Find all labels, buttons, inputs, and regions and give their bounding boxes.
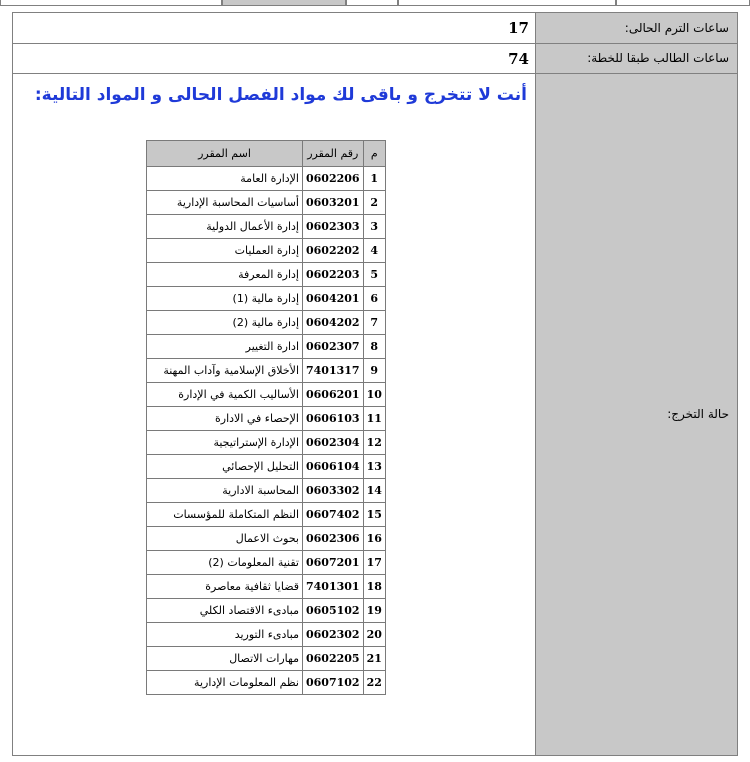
course-code: 0603302: [303, 479, 364, 503]
course-code: 0606104: [303, 455, 364, 479]
table-row: [147, 431, 386, 455]
courses-header-row: [147, 141, 386, 167]
table-row: [147, 551, 386, 575]
course-index: 9: [363, 359, 385, 383]
course-index: 7: [363, 311, 385, 335]
course-code: 0606201: [303, 383, 364, 407]
course-code: 0603201: [303, 191, 364, 215]
current-term-hours-value: 17: [508, 19, 529, 37]
course-index: 6: [363, 287, 385, 311]
table-row: [147, 455, 386, 479]
table-row: [147, 647, 386, 671]
table-row: [147, 335, 386, 359]
course-name: تقنية المعلومات (2): [147, 551, 303, 575]
course-name: الإدارة العامة: [147, 167, 303, 191]
course-index: 17: [363, 551, 385, 575]
header-course-name: اسم المقرر: [147, 141, 303, 167]
course-name: الإدارة الإستراتيجية: [147, 431, 303, 455]
course-index: 19: [363, 599, 385, 623]
table-row: [147, 311, 386, 335]
table-row: [147, 599, 386, 623]
course-name: إدارة مالية (2): [147, 311, 303, 335]
graduation-message: أنت لا تتخرج و باقى لك مواد الفصل الحالى و المواد التالية:: [34, 85, 527, 105]
course-index: 8: [363, 335, 385, 359]
table-row: [147, 287, 386, 311]
course-name: التحليل الإحصائي: [147, 455, 303, 479]
previous-table-cell: [616, 0, 750, 6]
table-row: [147, 215, 386, 239]
course-code: 0607102: [303, 671, 364, 695]
course-code: 7401301: [303, 575, 364, 599]
course-name: إدارة الأعمال الدولية: [147, 215, 303, 239]
course-code: 0602303: [303, 215, 364, 239]
table-row: [147, 407, 386, 431]
course-name: قضايا ثقافية معاصرة: [147, 575, 303, 599]
current-term-hours-cell: [13, 13, 535, 43]
table-row: [147, 383, 386, 407]
course-name: الأساليب الكمية في الإدارة: [147, 383, 303, 407]
course-index: 5: [363, 263, 385, 287]
table-row: [147, 359, 386, 383]
course-name: النظم المتكاملة للمؤسسات: [147, 503, 303, 527]
course-index: 16: [363, 527, 385, 551]
course-index: 2: [363, 191, 385, 215]
table-row: [147, 623, 386, 647]
header-course-code: رقم المقرر: [303, 141, 364, 167]
table-row: [147, 167, 386, 191]
course-name: مبادىء الاقتصاد الكلي: [147, 599, 303, 623]
course-index: 12: [363, 431, 385, 455]
course-name: بحوث الاعمال: [147, 527, 303, 551]
course-index: 10: [363, 383, 385, 407]
table-row: [147, 479, 386, 503]
course-code: 0602203: [303, 263, 364, 287]
plan-hours-label: ساعات الطالب طبقا للخطة:: [535, 44, 737, 73]
course-name: مبادىء التوريد: [147, 623, 303, 647]
course-code: 0604201: [303, 287, 364, 311]
course-name: الإحصاء في الادارة: [147, 407, 303, 431]
course-index: 11: [363, 407, 385, 431]
course-name: أساسيات المحاسبة الإدارية: [147, 191, 303, 215]
course-code: 0607402: [303, 503, 364, 527]
table-row: [147, 527, 386, 551]
course-code: 0602302: [303, 623, 364, 647]
course-code: 0602304: [303, 431, 364, 455]
header-index: م: [363, 141, 385, 167]
course-code: 0604202: [303, 311, 364, 335]
table-row: [147, 671, 386, 695]
course-name: إدارة العمليات: [147, 239, 303, 263]
course-code: 0602307: [303, 335, 364, 359]
course-code: 0605102: [303, 599, 364, 623]
course-index: 20: [363, 623, 385, 647]
remaining-courses-table: [146, 140, 386, 695]
course-code: 0602205: [303, 647, 364, 671]
course-index: 22: [363, 671, 385, 695]
course-code: 0602306: [303, 527, 364, 551]
course-code: 0606103: [303, 407, 364, 431]
table-row: [147, 263, 386, 287]
previous-table-edge: [0, 0, 750, 6]
table-row: [147, 503, 386, 527]
graduation-status-label: حالة التخرج:: [535, 74, 737, 755]
course-name: ادارة التغيير: [147, 335, 303, 359]
course-index: 15: [363, 503, 385, 527]
course-name: الأخلاق الإسلامية وآداب المهنة: [147, 359, 303, 383]
course-index: 18: [363, 575, 385, 599]
course-name: نظم المعلومات الإدارية: [147, 671, 303, 695]
course-index: 1: [363, 167, 385, 191]
course-name: مهارات الاتصال: [147, 647, 303, 671]
previous-table-cell: [222, 0, 346, 6]
course-index: 4: [363, 239, 385, 263]
plan-hours-cell: [13, 44, 535, 73]
course-index: 3: [363, 215, 385, 239]
course-code: 0607201: [303, 551, 364, 575]
table-row: [147, 191, 386, 215]
course-index: 13: [363, 455, 385, 479]
course-name: المحاسبة الادارية: [147, 479, 303, 503]
previous-table-cell: [398, 0, 616, 6]
course-code: 0602206: [303, 167, 364, 191]
current-term-hours-label: ساعات الترم الحالى:: [535, 13, 737, 43]
previous-table-cell: [0, 0, 222, 6]
course-index: 14: [363, 479, 385, 503]
courses-body: [147, 167, 386, 695]
plan-hours-value: 74: [508, 50, 529, 68]
course-index: 21: [363, 647, 385, 671]
table-row: [147, 239, 386, 263]
course-code: 7401317: [303, 359, 364, 383]
table-row: [147, 575, 386, 599]
course-name: إدارة المعرفة: [147, 263, 303, 287]
course-code: 0602202: [303, 239, 364, 263]
previous-table-cell: [346, 0, 398, 6]
course-name: إدارة مالية (1): [147, 287, 303, 311]
